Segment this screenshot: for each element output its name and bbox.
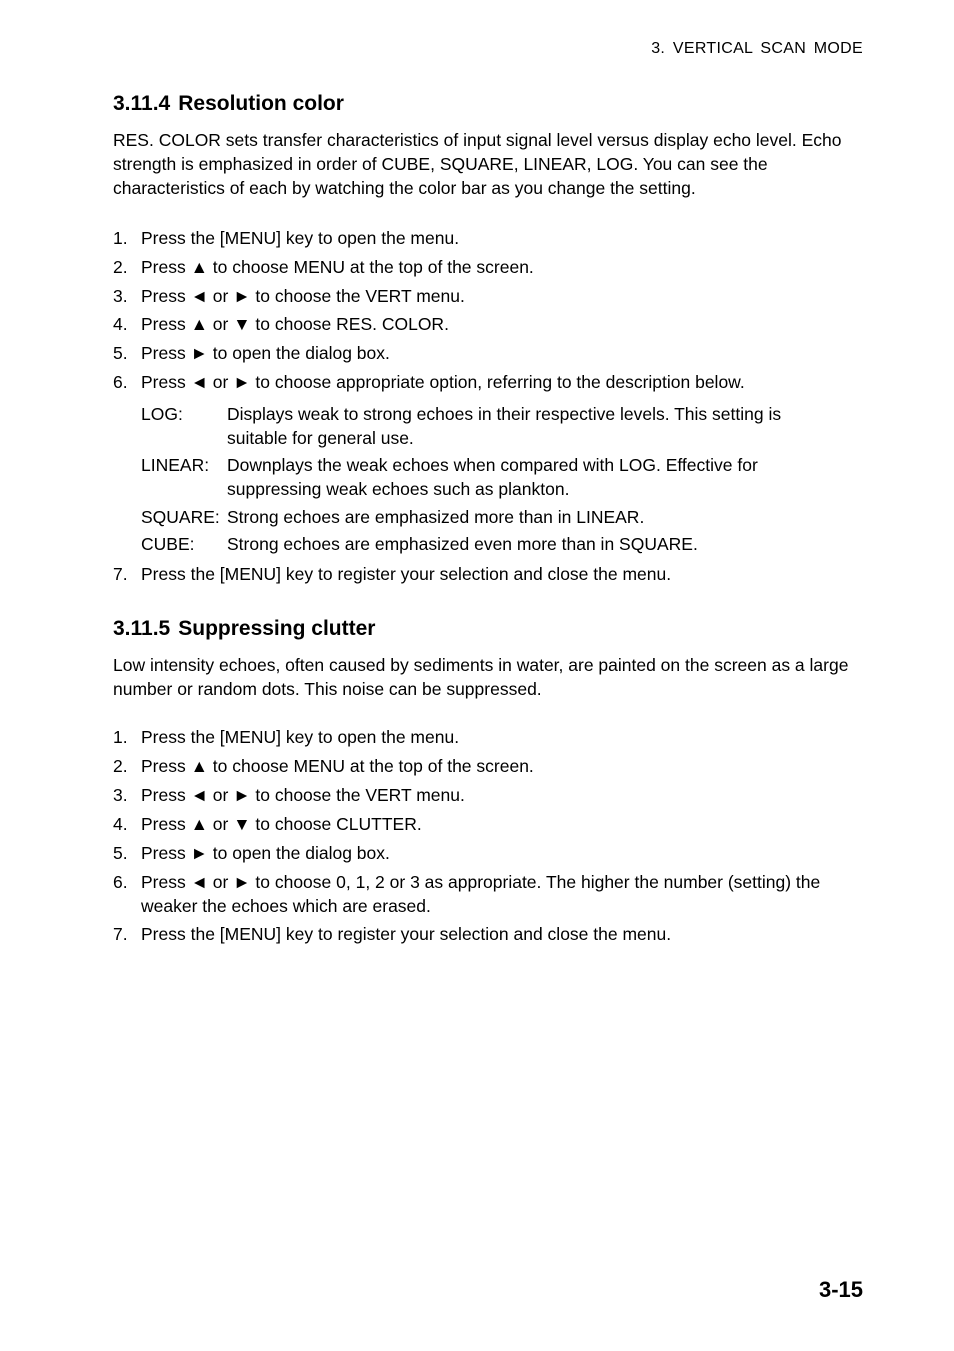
section-title: Resolution color [178, 92, 344, 115]
step-number: 3. [113, 286, 128, 306]
step-text: Press the [MENU] key to register your selection and close the menu. [141, 564, 672, 584]
list-item [113, 562, 858, 586]
step-text: Press ◄ or ► to choose 0, 1, 2 or 3 as appropriate. The higher the number (setting) the weaker the echoes which are erased. [141, 872, 821, 916]
step-text: Press the [MENU] key to open the menu. [141, 727, 460, 747]
list-item [113, 226, 858, 250]
section-number: 3.11.4 [113, 92, 171, 115]
step-text: Press ◄ or ► to choose appropriate option, referring to the description below. [141, 372, 745, 392]
step-number: 2. [113, 257, 128, 277]
option-description: Strong echoes are emphasized even more than in SQUARE. [227, 534, 698, 554]
step-number: 5. [113, 843, 128, 863]
step-text: Press ◄ or ► to choose the VERT menu. [141, 785, 465, 805]
section-number: 3.11.5 [113, 617, 171, 640]
running-header: 3. VERTICAL SCAN MODE [651, 40, 863, 57]
option-square [141, 505, 831, 529]
option-term: SQUARE: [141, 507, 220, 527]
step-text: Press ◄ or ► to choose the VERT menu. [141, 286, 465, 306]
option-cube [141, 532, 831, 556]
step-text: Press ► to open the dialog box. [141, 843, 390, 863]
list-item [113, 783, 858, 807]
list-item [113, 725, 858, 749]
step-text: Press ▲ to choose MENU at the top of the screen. [141, 257, 534, 277]
list-item [113, 812, 858, 836]
section-heading-resolution-color [113, 92, 344, 116]
step-number: 7. [113, 564, 128, 584]
option-term: LOG: [141, 404, 183, 424]
step-number: 4. [113, 314, 128, 334]
step-number: 3. [113, 785, 128, 805]
list-item [113, 922, 858, 946]
step-number: 1. [113, 228, 128, 248]
option-log [141, 402, 831, 450]
list-item [113, 255, 858, 279]
list-item [113, 870, 858, 918]
page-number: 3-15 [818, 1277, 863, 1302]
section-intro: RES. COLOR sets transfer characteristics of input signal level versus display echo level. Echo strength is emphasized in order of CUBE, SQUARE, LINEAR, LOG. You can see the characteristics of each by watching the color bar as you change the setting. [113, 130, 842, 198]
step-text: Press ▲ or ▼ to choose CLUTTER. [141, 814, 422, 834]
step-number: 1. [113, 727, 128, 747]
list-item [113, 841, 858, 865]
list-item [113, 754, 858, 778]
section-heading-suppressing-clutter [113, 617, 375, 641]
step-text: Press ▲ to choose MENU at the top of the screen. [141, 756, 534, 776]
step-number: 6. [113, 872, 128, 892]
option-description: Downplays the weak echoes when compared with LOG. Effective for suppressing weak echoes such as plankton. [227, 455, 758, 499]
step-text: Press the [MENU] key to register your selection and close the menu. [141, 924, 672, 944]
option-description: Displays weak to strong echoes in their respective levels. This setting is suitable for general use. [227, 404, 782, 448]
option-term: CUBE: [141, 534, 195, 554]
step-text: Press ▲ or ▼ to choose RES. COLOR. [141, 314, 449, 334]
section-intro: Low intensity echoes, often caused by sediments in water, are painted on the screen as a large number or random dots. This noise can be suppressed. [113, 655, 849, 699]
step-number: 6. [113, 372, 128, 392]
step-text: Press the [MENU] key to open the menu. [141, 228, 460, 248]
step-text: Press ► to open the dialog box. [141, 343, 390, 363]
list-item [113, 370, 858, 394]
step-number: 5. [113, 343, 128, 363]
option-description: Strong echoes are emphasized more than in LINEAR. [227, 507, 645, 527]
list-item [113, 284, 858, 308]
step-number: 7. [113, 924, 128, 944]
list-item [113, 341, 858, 365]
list-item [113, 312, 858, 336]
section-title: Suppressing clutter [178, 617, 376, 640]
step-number: 4. [113, 814, 128, 834]
step-number: 2. [113, 756, 128, 776]
option-linear [141, 453, 831, 501]
option-term: LINEAR: [141, 455, 210, 475]
